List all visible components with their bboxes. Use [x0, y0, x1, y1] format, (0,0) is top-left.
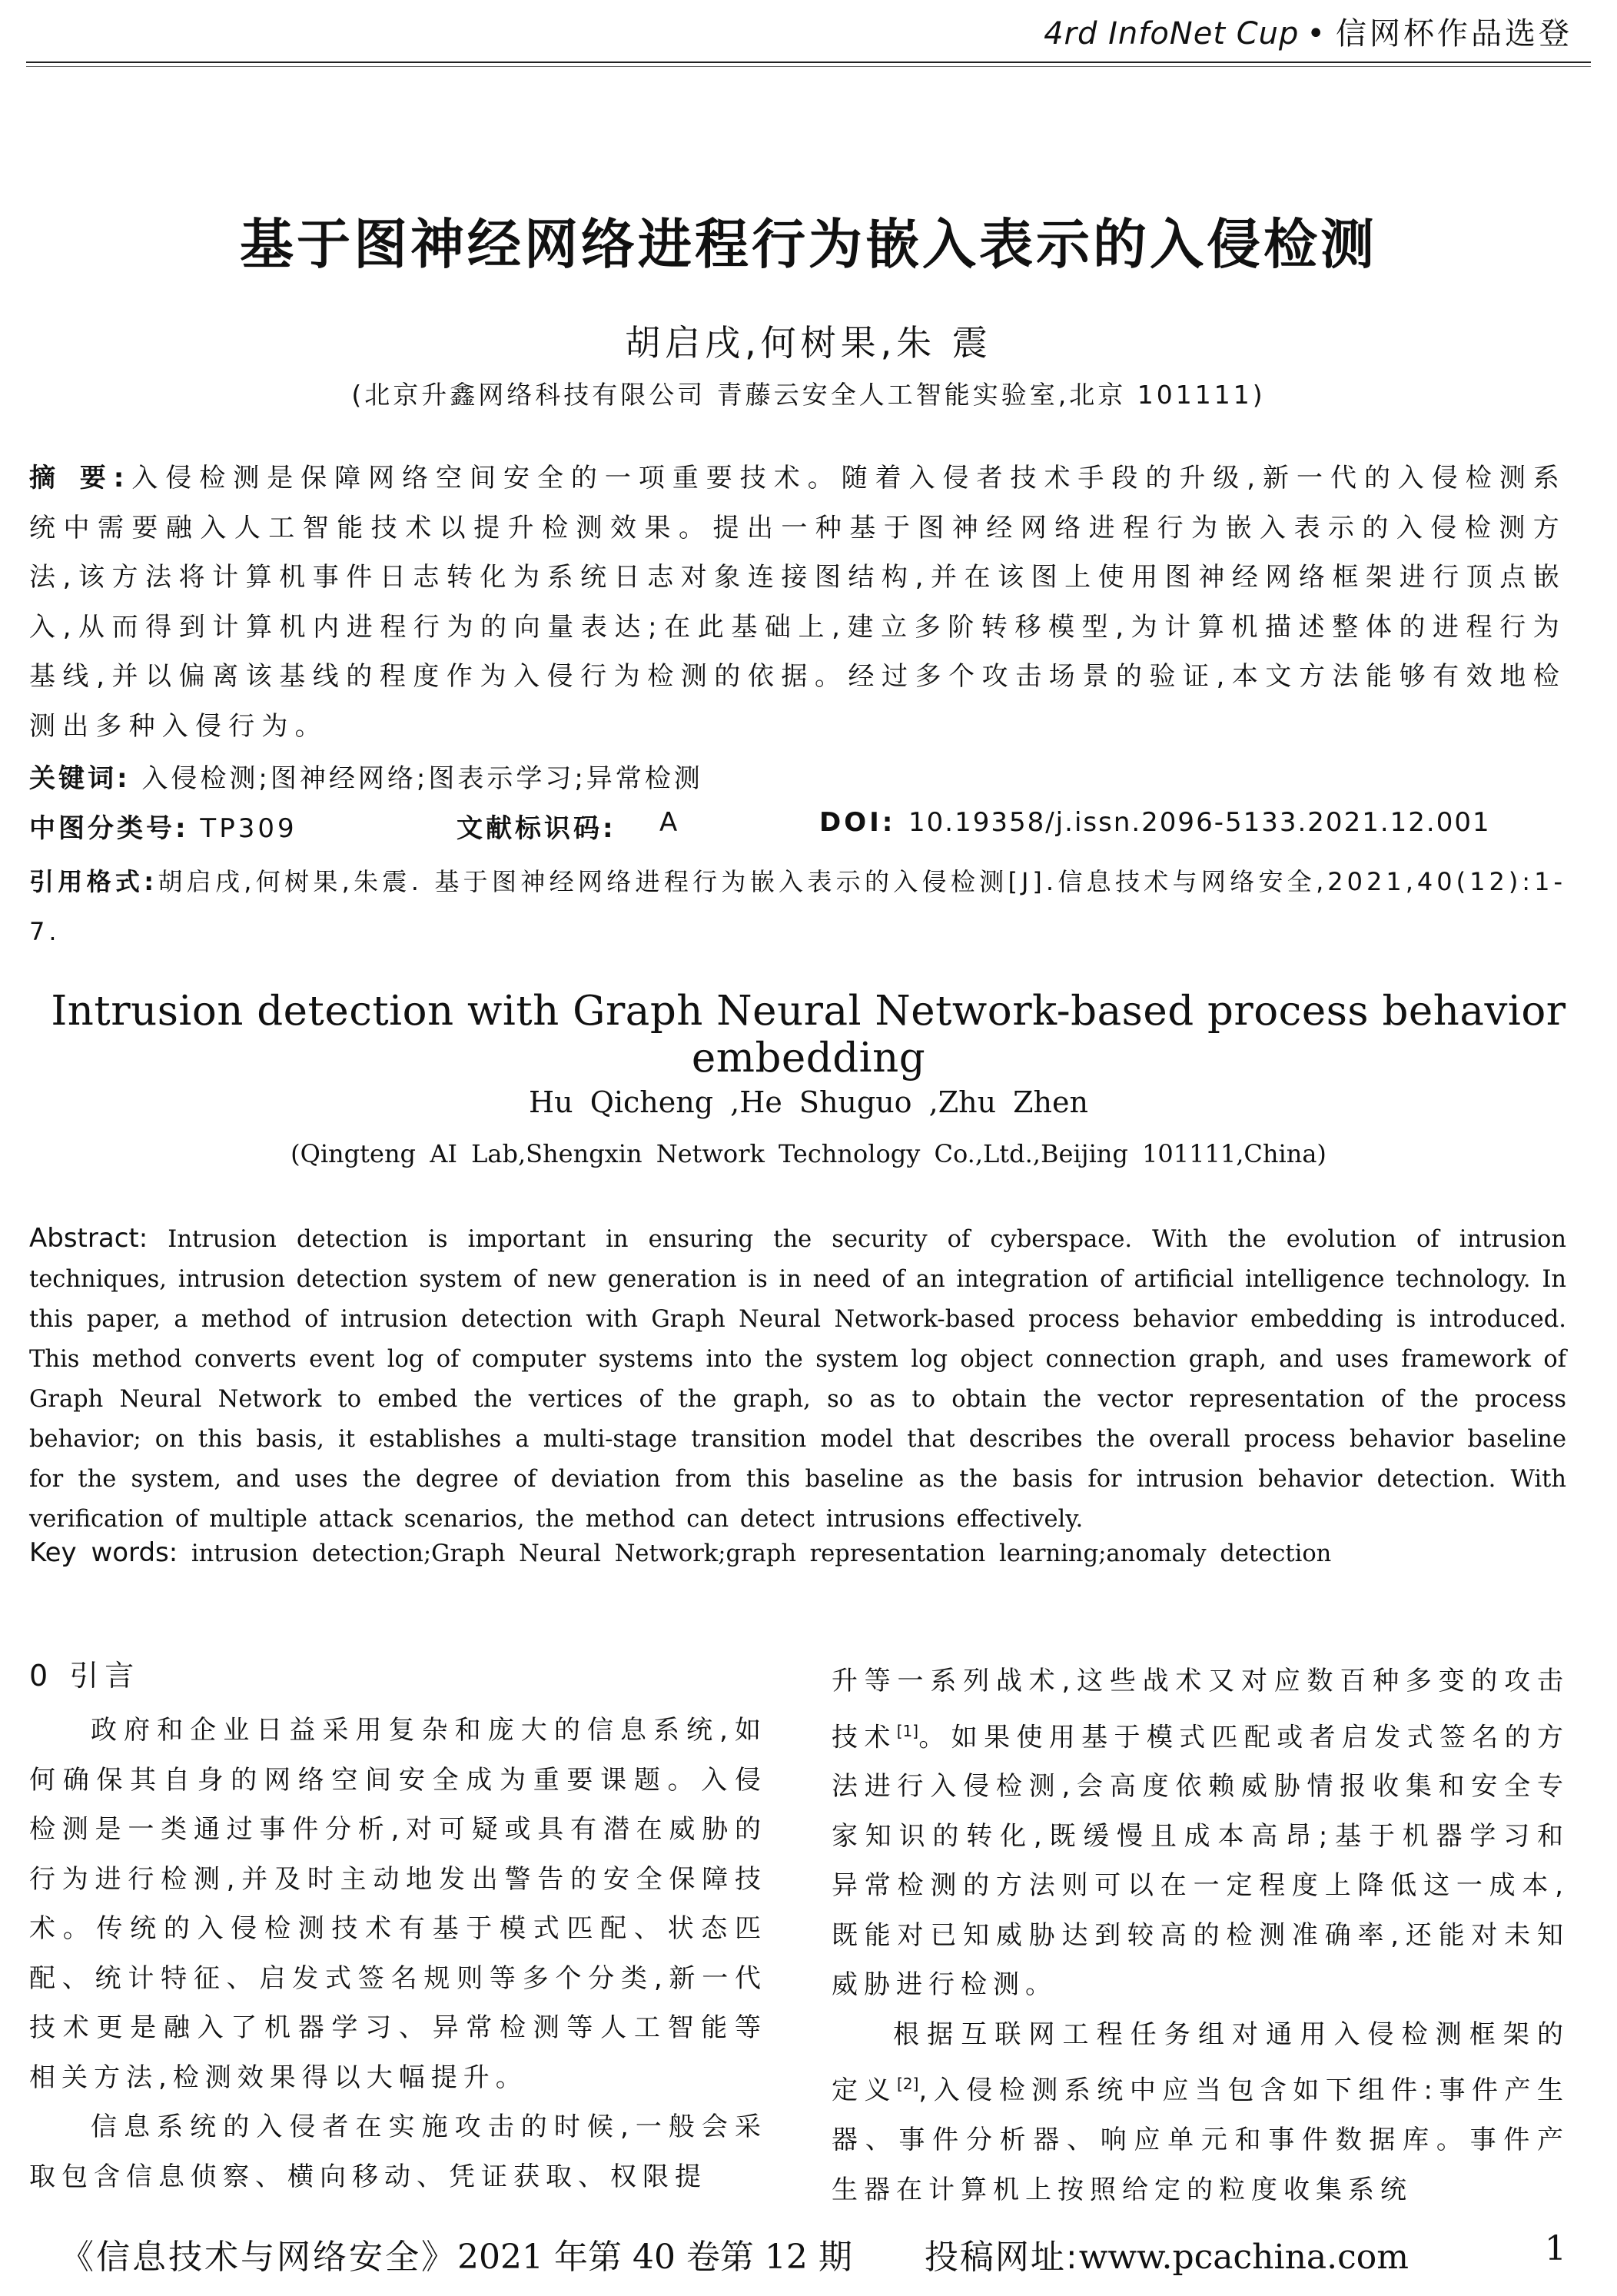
abstract-en-label: Abstract: — [29, 1223, 148, 1254]
doi-label: DOI: — [819, 807, 896, 838]
keywords-cn-label: 关键词: — [29, 763, 131, 794]
keywords-cn — [29, 757, 703, 795]
authors-cn: 胡启戌,何树果,朱 震 — [625, 322, 992, 364]
header-rule — [26, 61, 1591, 63]
abstract-cn — [29, 454, 1566, 751]
affiliation-en: (Qingteng AI Lab,Shengxin Network Technology Co.,Ltd.,Beijing 101111,China) — [291, 1139, 1326, 1168]
journal-name: 《信息技术与网络安全》 — [60, 2238, 457, 2277]
clc-label: 中图分类号: — [29, 813, 189, 844]
body-text: 根据互联网工程任务组对通用入侵检测框架的定义 — [832, 2019, 1569, 2106]
classification-row — [29, 807, 1566, 845]
body-paragraph: 政府和企业日益采用复杂和庞大的信息系统,如何确保其自身的网络空间安全成为重要课题。入侵检测是一类通过事件分析,对可疑或具有潜在威胁的行为进行检测,并及时主动地发出警告的安全保障技术。传统的入侵检测技术有基于模式匹配、状态匹配、统计特征、启发式签名规则等多个分类,新一代技术更是融入了机器学习、异常检测等人工智能等相关方法,检测效果得以大幅提升。 — [29, 1715, 767, 2093]
keywords-en — [29, 1537, 1566, 1568]
body-text: ,入侵检测系统中应当包含如下组件:事件产生器、事件分析器、响应单元和事件数据库。事件产生器在计算机上按照给定的粒度收集系统 — [832, 2075, 1570, 2205]
abstract-en-text: Intrusion detection is important in ensuring the security of cyberspace. With the evolution of intrusion techniques, intrusion detection system of new generation is in need of an integration of artificial intelligence technology. In this paper, a method of intrusion detection with Graph Neural Network-based process behavior embedding is introduced. This method converts event log of computer systems into the system log object connection graph, and uses framework of Graph Neural Network to embed the vertices of the graph, so as to obtain the vector representation of the process behavior; on this basis, it establishes a multi-stage transition model that describes the overall process behavior baseline for the system, and uses the degree of deviation from this baseline as the basis for intrusion behavior detection. With verification of multiple attack scenarios, the method can detect intrusions effectively. — [29, 1226, 1567, 1533]
abstract-cn-text: 入侵检测是保障网络空间安全的一项重要技术。随着入侵者技术手段的升级,新一代的入侵检测系统中需要融入人工智能技术以提升检测效果。提出一种基于图神经网络进程行为嵌入表示的入侵检测方法,该方法将计算机事件日志转化为系统日志对象连接图结构,并在该图上使用图神经网络框架进行顶点嵌入,从而得到计算机内进程行为的向量表达;在此基础上,建立多阶转移模型,为计算机描述整体的进程行为基线,并以偏离该基线的程度作为入侵行为检测的依据。经过多个攻击场景的验证,本文方法能够有效地检测出多种入侵行为。 — [29, 463, 1567, 742]
body-paragraph — [832, 1656, 1569, 2010]
affiliation-cn: (北京升鑫网络科技有限公司 青藤云安全人工智能实验室,北京 101111) — [351, 380, 1266, 410]
body-text: 。如果使用基于模式匹配或者启发式签名的方法进行入侵检测,会高度依赖威胁情报收集和安全专家知识的转化,既缓慢且成本高昂;基于机器学习和异常检测的方法则可以在一定程度上降低这一成本,既能对已知威胁达到较高的检测准确率,还能对未知威胁进行检测。 — [832, 1721, 1570, 2001]
header-rule-thin — [26, 66, 1591, 67]
header-separator: • — [1307, 16, 1328, 52]
body-column-right — [832, 1656, 1569, 2215]
submit-url: www.pcachina.com — [1078, 2238, 1409, 2277]
doi-value: 10.19358/j.issn.2096-5133.2021.12.001 — [908, 807, 1491, 838]
running-header — [1044, 9, 1572, 53]
body-text: 升等一系列战术,这些战术又对应数百种多变的攻击技术 — [832, 1666, 1569, 1753]
citation-ref: [1] — [896, 1721, 919, 1740]
series-name-en: 4rd InfoNet Cup — [1044, 16, 1300, 52]
issue-info: 2021 年第 40 卷第 12 期 — [457, 2238, 852, 2277]
keywords-en-text: intrusion detection;Graph Neural Network;graph representation learning;anomaly detection — [191, 1540, 1332, 1567]
body-paragraph — [832, 2010, 1569, 2215]
citation-text: 胡启戌,何树果,朱震. 基于图神经网络进程行为嵌入表示的入侵检测[J].信息技术与网络安全,2021,40(12):1-7. — [29, 867, 1566, 946]
series-name-cn: 信网杯作品选登 — [1336, 16, 1572, 52]
keywords-en-label: Key words: — [29, 1537, 178, 1568]
paper-title-cn: 基于图神经网络进程行为嵌入表示的入侵检测 — [240, 213, 1377, 276]
body-paragraph: 信息系统的入侵者在实施攻击的时候,一般会采取包含信息侦察、横向移动、凭证获取、权限提 — [29, 2112, 767, 2192]
submit-label: 投稿网址: — [924, 2238, 1079, 2277]
doc-code-label: 文献标识码: — [457, 813, 616, 844]
citation-label: 引用格式: — [29, 867, 158, 896]
body-column-left — [29, 1656, 767, 2201]
citation — [29, 857, 1566, 956]
abstract-en — [29, 1218, 1566, 1540]
paper-title-en: Intrusion detection with Graph Neural Network-based process behavior embedding — [51, 988, 1566, 1082]
section-heading: 0 引言 — [29, 1659, 141, 1693]
abstract-cn-label: 摘 要: — [29, 463, 131, 493]
authors-en: Hu Qicheng ,He Shuguo ,Zhu Zhen — [529, 1085, 1088, 1119]
keywords-cn-text: 入侵检测;图神经网络;图表示学习;异常检测 — [141, 763, 703, 794]
page-number: 1 — [1545, 2229, 1566, 2268]
page-footer — [60, 2229, 1566, 2278]
clc-value: TP309 — [200, 813, 297, 844]
citation-ref: [2] — [897, 2075, 919, 2094]
doc-code-value: A — [659, 807, 681, 838]
